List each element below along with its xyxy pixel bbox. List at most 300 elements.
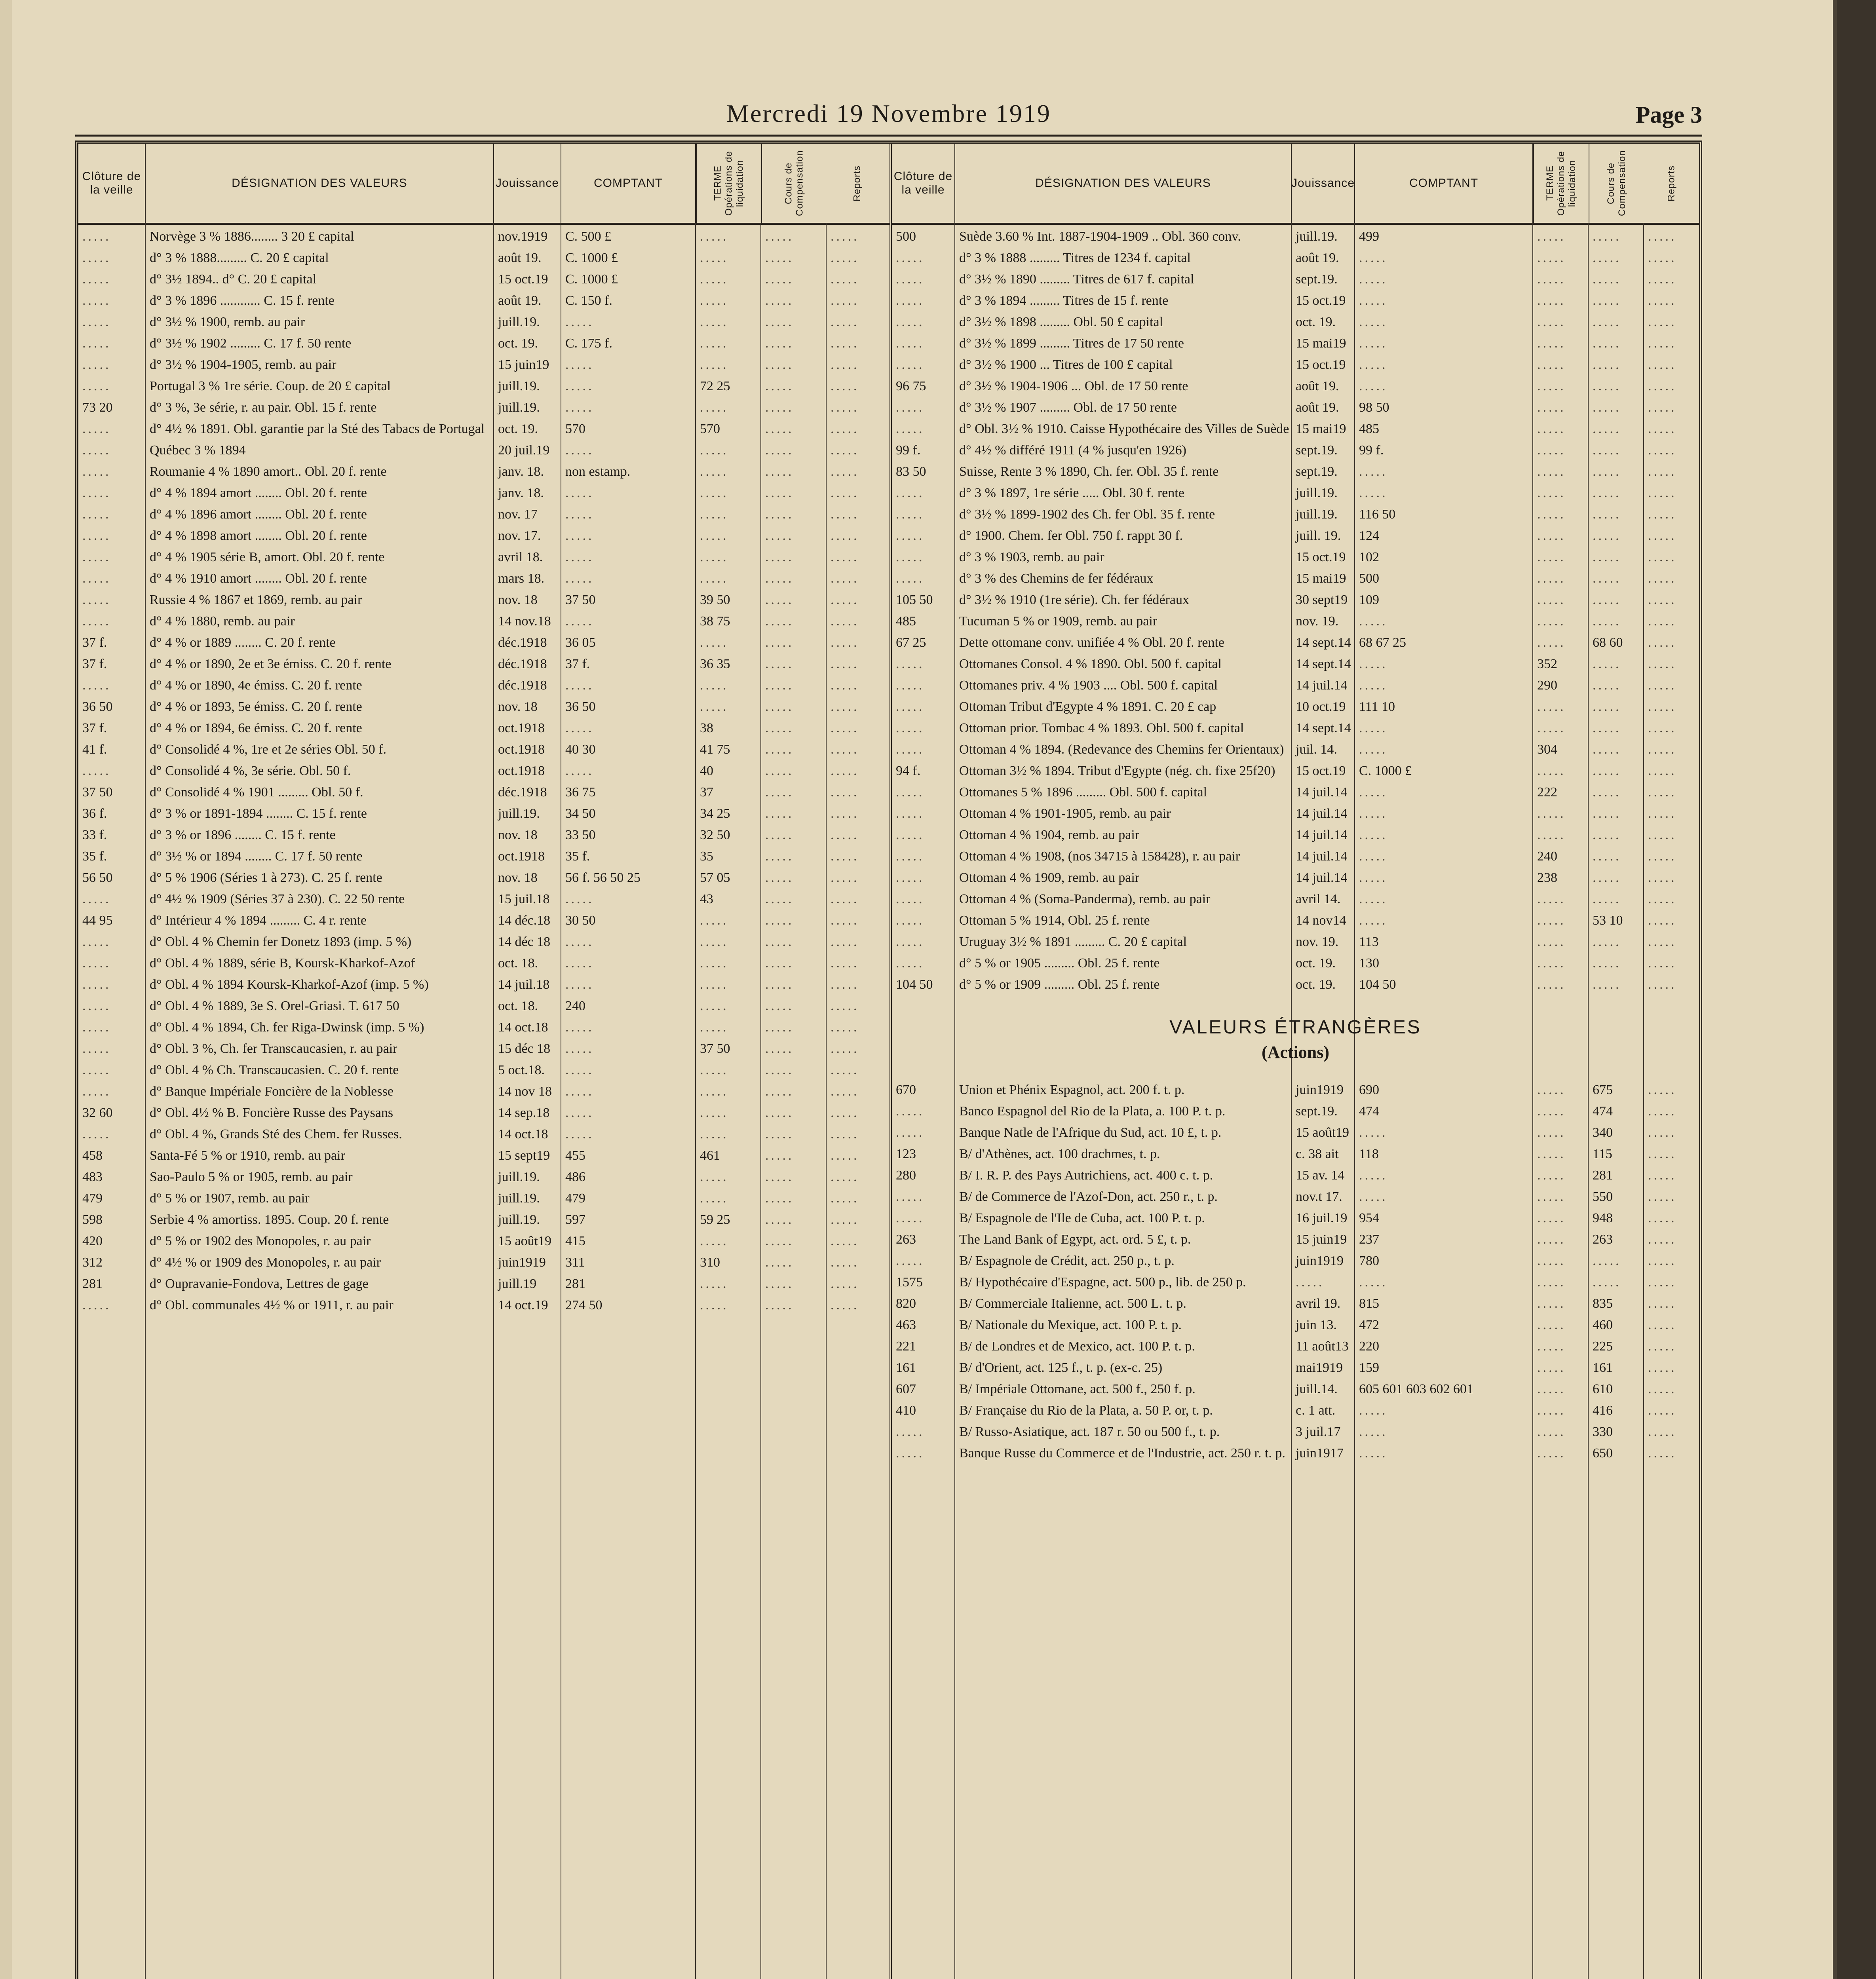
cell-terme: ..... — [1537, 1147, 1566, 1161]
cell-cloture: ..... — [82, 892, 111, 906]
cell-jouissance: oct. 19. — [1296, 315, 1336, 329]
cell-reports: ..... — [831, 614, 859, 629]
cell-reports: ..... — [1648, 1275, 1677, 1290]
cell-jouissance: 14 oct.18 — [498, 1127, 548, 1141]
cell-comptant: ..... — [1359, 828, 1388, 842]
cell-jouissance: oct. 19. — [1296, 977, 1336, 992]
cell-cours-compensation: ..... — [765, 251, 794, 265]
cell-terme: ..... — [1537, 315, 1566, 329]
cell-cours-compensation: 948 — [1593, 1211, 1613, 1225]
cell-designation: B/ Française du Rio de la Plata, a. 50 P. or, t. p. — [959, 1403, 1213, 1418]
cell-terme: ..... — [700, 528, 729, 543]
cell-comptant: ..... — [565, 934, 594, 949]
cell-cloture: 37 f. — [82, 721, 107, 735]
table-row — [78, 1020, 890, 1035]
cell-comptant: 30 50 — [565, 913, 596, 928]
cell-terme: 57 05 — [700, 870, 730, 885]
cell-jouissance: juin1919 — [498, 1255, 546, 1270]
cell-cours-compensation: ..... — [765, 1255, 794, 1270]
cell-comptant: 474 — [1359, 1104, 1379, 1119]
cell-designation: d° 3½ % or 1894 ........ C. 17 f. 50 rente — [150, 849, 363, 864]
cell-jouissance: 14 juil.14 — [1296, 785, 1348, 800]
cell-cloture: 41 f. — [82, 742, 107, 757]
table-row — [78, 720, 890, 736]
cell-reports: ..... — [831, 400, 859, 415]
cell-designation: d° 4 % 1898 amort ........ Obl. 20 f. rente — [150, 528, 367, 543]
cell-jouissance: juill.19. — [498, 400, 540, 415]
cell-designation: d° 1900. Chem. fer Obl. 750 f. rappt 30 f. — [959, 528, 1183, 543]
cell-comptant: 111 10 — [1359, 699, 1395, 714]
cell-designation: d° Obl. 3½ % 1910. Caisse Hypothécaire des Villes de Suède — [959, 422, 1289, 436]
cell-designation: Ottoman prior. Tombac 4 % 1893. Obl. 500 f. capital — [959, 721, 1244, 735]
table-row — [78, 1148, 890, 1164]
cell-reports: ..... — [1648, 357, 1677, 372]
cell-designation: Banque Natle de l'Afrique du Sud, act. 10 £, t. p. — [959, 1125, 1222, 1140]
cell-cloture: ..... — [896, 550, 925, 564]
cell-cours-compensation: ..... — [765, 1127, 794, 1141]
cell-comptant: 56 f. 56 50 25 — [565, 870, 641, 885]
table-row — [78, 464, 890, 480]
table-row — [892, 1253, 1699, 1269]
cell-cours-compensation: ..... — [765, 977, 794, 992]
cell-reports: ..... — [831, 251, 859, 265]
cell-jouissance: avril 14. — [1296, 892, 1341, 906]
cell-jouissance: 14 déc.18 — [498, 913, 551, 928]
cell-reports: ..... — [831, 1255, 859, 1270]
cell-reports: ..... — [1648, 1147, 1677, 1161]
cell-cloture: 44 95 — [82, 913, 113, 928]
cell-cloture: ..... — [896, 699, 925, 714]
cell-designation: d° 3½ % 1910 (1re série). Ch. fer fédéraux — [959, 593, 1189, 607]
cell-designation: B/ de Commerce de l'Azof-Don, act. 250 r., t. p. — [959, 1189, 1218, 1204]
cell-comptant: C. 500 £ — [565, 229, 612, 244]
table-row — [892, 955, 1699, 971]
cell-terme: ..... — [700, 1063, 729, 1077]
cell-terme: ..... — [700, 1170, 729, 1184]
cell-cloture: ..... — [896, 1125, 925, 1140]
cell-comptant: ..... — [1359, 357, 1388, 372]
table-row — [78, 250, 890, 266]
cell-designation: Ottoman 3½ % 1894. Tribut d'Egypte (nég. ch. fixe 25f20) — [959, 763, 1275, 778]
cell-jouissance: 14 sept.14 — [1296, 657, 1351, 671]
cell-jouissance: 15 juin19 — [1296, 1232, 1347, 1247]
cell-reports: ..... — [1648, 1104, 1677, 1119]
cell-terme: ..... — [1537, 1189, 1566, 1204]
cell-cloture: 37 50 — [82, 785, 113, 800]
table-row — [892, 336, 1699, 351]
cell-cloture: ..... — [82, 1127, 111, 1141]
table-row — [892, 250, 1699, 266]
cell-cours-compensation: ..... — [1593, 742, 1621, 757]
cell-cloture: 598 — [82, 1212, 103, 1227]
table-row — [78, 635, 890, 651]
cell-comptant: 40 30 — [565, 742, 596, 757]
table-row — [892, 1125, 1699, 1141]
cell-cours-compensation: ..... — [1593, 977, 1621, 992]
table-row — [78, 571, 890, 587]
cell-designation: d° 3 % 1896 ............ C. 15 f. rente — [150, 293, 335, 308]
cell-jouissance: juill.19. — [1296, 486, 1338, 500]
cell-terme: 34 25 — [700, 806, 730, 821]
cell-jouissance: avril 18. — [498, 550, 543, 564]
cell-designation: B/ Nationale du Mexique, act. 100 P. t. p. — [959, 1318, 1182, 1332]
cell-cloture: ..... — [896, 892, 925, 906]
cell-reports: ..... — [1648, 550, 1677, 564]
cell-cloture: ..... — [82, 315, 111, 329]
cell-jouissance: nov. 18 — [498, 870, 538, 885]
cell-reports: ..... — [831, 1063, 859, 1077]
cell-comptant: 220 — [1359, 1339, 1379, 1354]
cell-cours-compensation: ..... — [1593, 892, 1621, 906]
cell-jouissance: nov. 18 — [498, 699, 538, 714]
cell-jouissance: 15 juin19 — [498, 357, 549, 372]
cell-cours-compensation: 281 — [1593, 1168, 1613, 1183]
cell-designation: B/ d'Orient, act. 125 f., t. p. (ex-c. 25) — [959, 1360, 1163, 1375]
cell-cours-compensation: ..... — [765, 763, 794, 778]
cell-cloture: ..... — [82, 1041, 111, 1056]
cell-cloture: 33 f. — [82, 828, 107, 842]
cell-terme: 72 25 — [700, 379, 730, 393]
cell-reports: ..... — [831, 293, 859, 308]
cell-cours-compensation: 225 — [1593, 1339, 1613, 1354]
cell-cours-compensation: ..... — [765, 956, 794, 971]
cell-jouissance: juil. 14. — [1296, 742, 1337, 757]
cell-comptant: 597 — [565, 1212, 585, 1227]
table-row — [78, 827, 890, 843]
cell-terme: 238 — [1537, 870, 1557, 885]
table-row — [78, 656, 890, 672]
cell-reports: ..... — [831, 828, 859, 842]
cell-designation: d° 4 % or 1890, 4e émiss. C. 20 f. rente — [150, 678, 362, 693]
cell-reports: ..... — [1648, 1339, 1677, 1354]
cell-cloture: 99 f. — [896, 443, 921, 458]
table-row — [78, 870, 890, 886]
cell-terme: ..... — [1537, 1360, 1566, 1375]
table-row — [892, 464, 1699, 480]
cell-jouissance: sept.19. — [1296, 464, 1338, 479]
cell-designation: B/ d'Athènes, act. 100 drachmes, t. p. — [959, 1147, 1160, 1161]
cell-reports: ..... — [831, 806, 859, 821]
cell-cloture: 221 — [896, 1339, 916, 1354]
cell-cours-compensation: ..... — [1593, 443, 1621, 458]
cell-cours-compensation: ..... — [765, 870, 794, 885]
table-row — [892, 934, 1699, 950]
cell-comptant: 281 — [565, 1276, 585, 1291]
table-row — [78, 485, 890, 501]
cell-comptant: 99 f. — [1359, 443, 1384, 458]
table-row — [892, 763, 1699, 779]
cell-jouissance: oct. 19. — [498, 336, 538, 351]
cell-terme: ..... — [1537, 336, 1566, 351]
cell-terme: ..... — [700, 1191, 729, 1206]
cell-terme: 41 75 — [700, 742, 730, 757]
cell-cours-compensation: 650 — [1593, 1446, 1613, 1461]
cell-comptant: non estamp. — [565, 464, 631, 479]
cell-jouissance: 15 oct.19 — [1296, 550, 1346, 564]
table-row — [78, 742, 890, 758]
table-row — [78, 528, 890, 544]
cell-designation: Ottomanes 5 % 1896 ......... Obl. 500 f. capital — [959, 785, 1207, 800]
cell-terme: ..... — [700, 443, 729, 458]
cell-comptant: 116 50 — [1359, 507, 1396, 522]
table-row — [892, 742, 1699, 758]
cell-reports: ..... — [831, 379, 859, 393]
table-row — [78, 1212, 890, 1228]
cell-terme: ..... — [700, 1105, 729, 1120]
cell-designation: d° 3½ % 1899 ......... Titres de 17 50 rente — [959, 336, 1184, 351]
cell-cours-compensation: ..... — [765, 336, 794, 351]
cell-comptant: 33 50 — [565, 828, 596, 842]
table-row — [78, 678, 890, 693]
cell-cours-compensation: ..... — [1593, 336, 1621, 351]
col-jouissance: Jouissance — [1292, 144, 1355, 223]
cell-terme: ..... — [1537, 229, 1566, 244]
table-row — [892, 613, 1699, 629]
cell-terme: ..... — [1537, 379, 1566, 393]
cell-cours-compensation: ..... — [765, 657, 794, 671]
cell-designation: Ottoman 5 % 1914, Obl. 25 f. rente — [959, 913, 1150, 928]
cell-reports: ..... — [831, 1234, 859, 1248]
cell-terme: ..... — [1537, 721, 1566, 735]
cell-designation: d° Obl. communales 4½ % or 1911, r. au pair — [150, 1298, 393, 1312]
cell-jouissance: 14 juil.14 — [1296, 828, 1348, 842]
cell-designation: d° Obl. 4 % 1894, Ch. fer Riga-Dwinsk (imp. 5 %) — [150, 1020, 424, 1035]
cell-designation: d° Oupravanie-Fondova, Lettres de gage — [150, 1276, 369, 1291]
cell-cours-compensation: ..... — [1593, 422, 1621, 436]
cell-cloture: 96 75 — [896, 379, 926, 393]
cell-cloture: ..... — [896, 1104, 925, 1119]
cell-cours-compensation: ..... — [1593, 357, 1621, 372]
cell-designation: B/ Espagnole de Crédit, act. 250 p., t. p. — [959, 1253, 1175, 1268]
cell-comptant: ..... — [565, 1063, 594, 1077]
table-row — [892, 656, 1699, 672]
cell-jouissance: nov. 19. — [1296, 934, 1339, 949]
cell-reports: ..... — [831, 999, 859, 1013]
table-row — [78, 400, 890, 416]
cell-terme: ..... — [700, 336, 729, 351]
cell-jouissance: juill.19. — [498, 379, 540, 393]
cell-terme: ..... — [1537, 635, 1566, 650]
cell-jouissance: juin1919 — [1296, 1083, 1344, 1097]
cell-cloture: ..... — [82, 272, 111, 287]
cell-jouissance: oct. 19. — [1296, 956, 1336, 971]
table-row — [892, 1146, 1699, 1162]
cell-cours-compensation: ..... — [765, 1041, 794, 1056]
cell-cours-compensation: ..... — [765, 1148, 794, 1163]
table-row — [892, 891, 1699, 907]
cell-reports: ..... — [1648, 1318, 1677, 1332]
cell-designation: d° 4 % or 1889 ........ C. 20 f. rente — [150, 635, 336, 650]
cell-terme: ..... — [1537, 251, 1566, 265]
cell-comptant: 690 — [1359, 1083, 1379, 1097]
cell-designation: d° Obl. 4 %, Grands Sté des Chem. fer Russes. — [150, 1127, 402, 1141]
cell-designation: d° 5 % 1906 (Séries 1 à 273). C. 25 f. rente — [150, 870, 382, 885]
cell-terme: ..... — [700, 1084, 729, 1099]
cell-designation: d° 3½ % 1904-1905, remb. au pair — [150, 357, 336, 372]
cell-jouissance: 14 juil.14 — [1296, 849, 1348, 864]
cell-cloture: ..... — [82, 571, 111, 586]
table-row — [892, 1339, 1699, 1354]
cell-comptant: C. 150 f. — [565, 293, 612, 308]
cell-reports: ..... — [1648, 849, 1677, 864]
cell-comptant: 102 — [1359, 550, 1379, 564]
table-row — [78, 357, 890, 373]
cell-comptant: 109 — [1359, 593, 1379, 607]
cell-terme: ..... — [1537, 550, 1566, 564]
cell-designation: d° 3 % des Chemins de fer fédéraux — [959, 571, 1154, 586]
cell-terme: ..... — [1537, 1104, 1566, 1119]
cell-cours-compensation: ..... — [1593, 229, 1621, 244]
cell-cloture: 36 50 — [82, 699, 113, 714]
cell-terme: ..... — [700, 956, 729, 971]
cell-reports: ..... — [1648, 699, 1677, 714]
cell-designation: d° Obl. 4 % Ch. Transcaucasien. C. 20 f. rente — [150, 1063, 399, 1077]
table-row — [892, 1274, 1699, 1290]
cell-cloture: 104 50 — [896, 977, 933, 992]
cell-comptant: 68 67 25 — [1359, 635, 1406, 650]
cell-terme: 570 — [700, 422, 720, 436]
cell-designation: d° 3½ 1894.. d° C. 20 £ capital — [150, 272, 316, 287]
cell-terme: ..... — [1537, 1318, 1566, 1332]
cell-cloture: 105 50 — [896, 593, 933, 607]
cell-designation: Russie 4 % 1867 et 1869, remb. au pair — [150, 593, 362, 607]
table-row — [892, 528, 1699, 544]
cell-comptant: 159 — [1359, 1360, 1379, 1375]
cell-comptant: ..... — [565, 315, 594, 329]
cell-jouissance: c. 1 att. — [1296, 1403, 1336, 1418]
table-row — [892, 1403, 1699, 1419]
cell-terme: 352 — [1537, 657, 1557, 671]
cell-comptant: 479 — [565, 1191, 585, 1206]
cell-reports: ..... — [1648, 785, 1677, 800]
cell-comptant: ..... — [1359, 678, 1388, 693]
cell-cours-compensation: 610 — [1593, 1382, 1613, 1396]
cell-reports: ..... — [1648, 828, 1677, 842]
cell-reports: ..... — [831, 1212, 859, 1227]
cell-cours-compensation: ..... — [765, 1105, 794, 1120]
cell-cloture: 161 — [896, 1360, 916, 1375]
cell-reports: ..... — [1648, 422, 1677, 436]
cell-terme: ..... — [1537, 293, 1566, 308]
cell-comptant: C. 1000 £ — [565, 251, 618, 265]
cell-cours-compensation: ..... — [765, 1298, 794, 1312]
table-row — [892, 1445, 1699, 1461]
cell-comptant: ..... — [565, 977, 594, 992]
cell-cloture: ..... — [82, 1298, 111, 1312]
cell-jouissance: oct. 18. — [498, 956, 538, 971]
cell-comptant: ..... — [1359, 870, 1388, 885]
cell-cours-compensation: ..... — [765, 614, 794, 629]
table-row — [892, 571, 1699, 587]
cell-designation: d° Obl. 3 %, Ch. fer Transcaucasien, r. au pair — [150, 1041, 397, 1056]
cell-reports: ..... — [831, 721, 859, 735]
cell-reports: ..... — [831, 486, 859, 500]
cell-cours-compensation: ..... — [765, 1212, 794, 1227]
cell-cours-compensation: 263 — [1593, 1232, 1613, 1247]
cell-terme: ..... — [700, 229, 729, 244]
cell-reports: ..... — [831, 870, 859, 885]
cell-cours-compensation: ..... — [765, 892, 794, 906]
cell-cours-compensation: ..... — [1593, 528, 1621, 543]
cell-cloture: ..... — [82, 550, 111, 564]
cell-cours-compensation: ..... — [765, 1020, 794, 1035]
cell-cloture: 73 20 — [82, 400, 113, 415]
cell-reports: ..... — [831, 1276, 859, 1291]
cell-terme: ..... — [700, 913, 729, 928]
cell-reports: ..... — [831, 1170, 859, 1184]
col-cours-compensation: Cours de Compensation — [761, 144, 827, 223]
table-row — [892, 1381, 1699, 1397]
cell-jouissance: juin 13. — [1296, 1318, 1337, 1332]
cell-cloture: ..... — [896, 785, 925, 800]
cell-designation: d° 3 % 1894 ......... Titres de 15 f. rente — [959, 293, 1169, 308]
cell-jouissance: 15 déc 18 — [498, 1041, 551, 1056]
cell-comptant: ..... — [565, 956, 594, 971]
cell-terme: 32 50 — [700, 828, 730, 842]
cell-comptant: 98 50 — [1359, 400, 1389, 415]
cell-designation: Ottoman 4 % (Soma-Panderma), remb. au pair — [959, 892, 1211, 906]
cell-cours-compensation: 550 — [1593, 1189, 1613, 1204]
cell-cloture: ..... — [82, 934, 111, 949]
cell-jouissance: nov. 18 — [498, 593, 538, 607]
page-edge — [1837, 0, 1876, 1979]
cell-reports: ..... — [1648, 400, 1677, 415]
table-row — [892, 827, 1699, 843]
table-row — [892, 485, 1699, 501]
cell-cloture: ..... — [896, 934, 925, 949]
cell-comptant: 415 — [565, 1234, 585, 1248]
cell-designation: Suède 3.60 % Int. 1887-1904-1909 .. Obl. 360 conv. — [959, 229, 1241, 244]
table-row — [892, 699, 1699, 715]
cell-reports: ..... — [831, 229, 859, 244]
cell-reports: ..... — [831, 699, 859, 714]
page-header — [75, 91, 1702, 137]
cell-jouissance: juill.19. — [498, 806, 540, 821]
cell-jouissance: juill.19. — [498, 315, 540, 329]
cell-designation: d° Consolidé 4 %, 3e série. Obl. 50 f. — [150, 763, 351, 778]
cell-reports: ..... — [831, 336, 859, 351]
cell-terme: ..... — [700, 315, 729, 329]
cell-cours-compensation: ..... — [765, 1234, 794, 1248]
cell-cloture: 607 — [896, 1382, 916, 1396]
cell-jouissance: 15 mai19 — [1296, 336, 1346, 351]
cell-cours-compensation: ..... — [765, 379, 794, 393]
cell-reports: ..... — [831, 550, 859, 564]
cell-cours-compensation: ..... — [765, 400, 794, 415]
cell-comptant: ..... — [1359, 657, 1388, 671]
cell-cloture: ..... — [82, 528, 111, 543]
cell-cours-compensation: 161 — [1593, 1360, 1613, 1375]
cell-designation: d° 4½ % 1891. Obl. garantie par la Sté des Tabacs de Portugal — [150, 422, 485, 436]
cell-designation: Ottoman 4 % 1894. (Redevance des Chemins fer Orientaux) — [959, 742, 1284, 757]
cell-comptant: ..... — [1359, 913, 1388, 928]
cell-cours-compensation: ..... — [765, 550, 794, 564]
left-rows — [78, 229, 890, 1979]
cell-terme: ..... — [700, 464, 729, 479]
cell-jouissance: oct.1918 — [498, 721, 545, 735]
cell-jouissance: 15 août19 — [1296, 1125, 1350, 1140]
cell-terme: ..... — [700, 699, 729, 714]
cell-jouissance: juill.19 — [498, 1276, 537, 1291]
cell-jouissance: 15 mai19 — [1296, 422, 1346, 436]
cell-reports: ..... — [1648, 721, 1677, 735]
table-header — [78, 144, 890, 225]
cell-cloture: ..... — [82, 678, 111, 693]
cell-designation: Ottomanes priv. 4 % 1903 .... Obl. 500 f. capital — [959, 678, 1218, 693]
col-terme: TERME Opérations de liquidation — [696, 144, 761, 223]
cell-designation: Banque Russe du Commerce et de l'Industrie, act. 250 r. t. p. — [959, 1446, 1285, 1461]
cell-terme: 39 50 — [700, 593, 730, 607]
